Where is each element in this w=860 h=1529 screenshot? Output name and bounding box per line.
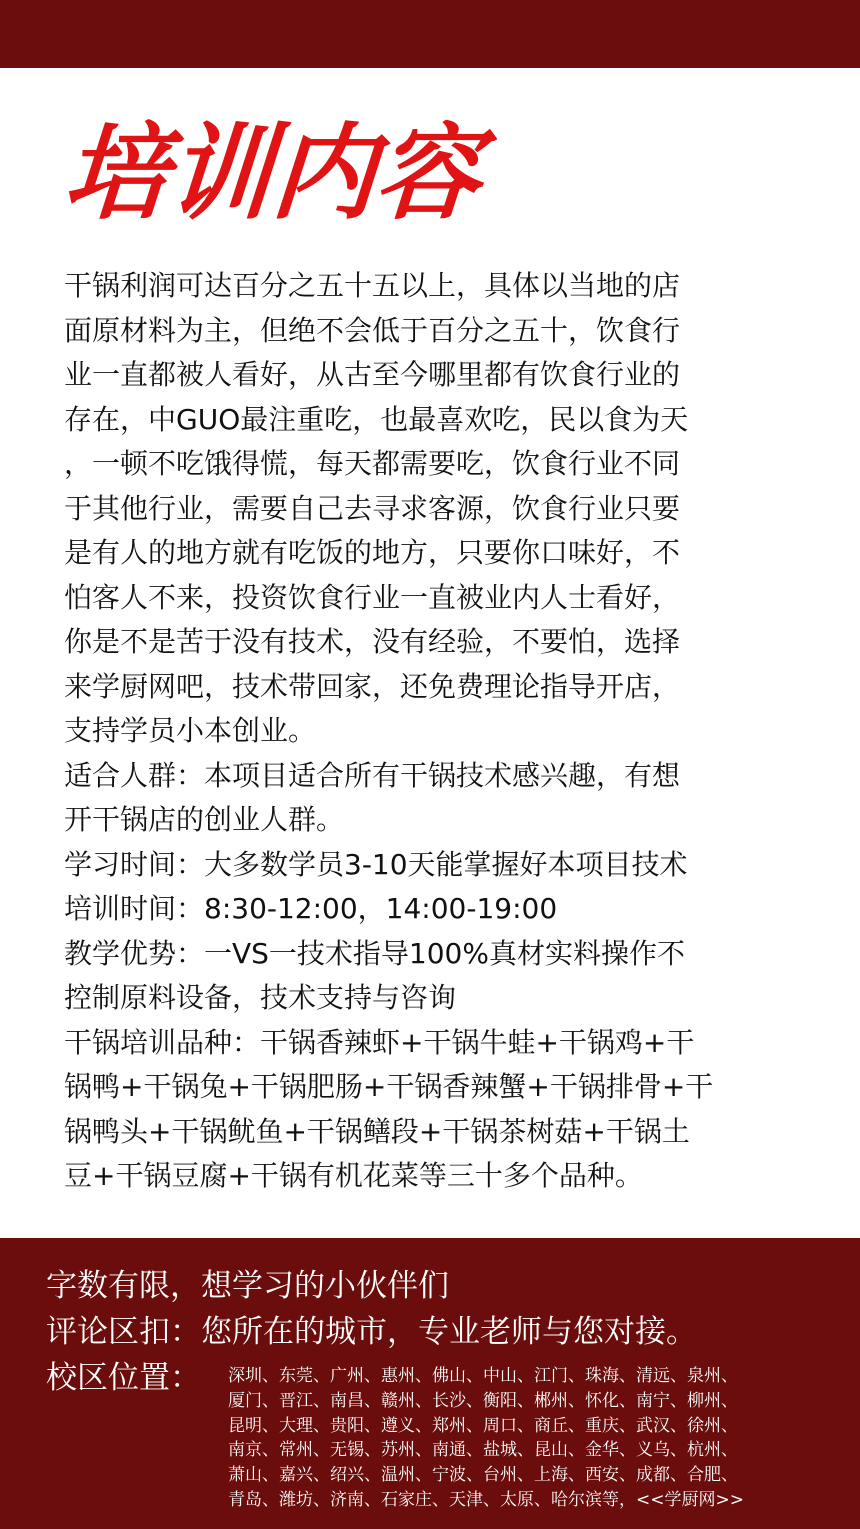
footer-line-2: 评论区扣：您所在的城市，专业老师与您对接。 [46, 1314, 697, 1350]
content-line: 于其他行业，需要自己去寻求客源，饮食行业只要 [64, 491, 681, 525]
varieties-line: 豆+干锅豆腐+干锅有机花菜等三十多个品种。 [64, 1159, 643, 1192]
teaching-advantage-line: 教学优势：一VS一技术指导100%真材实料操作不 [64, 936, 685, 970]
content-line: 面原材料为主，但绝不会低于百分之五十，饮食行 [64, 313, 681, 347]
campus-label: 校区位置： [46, 1360, 201, 1396]
campus-list-line: 南京、常州、无锡、苏州、南通、盐城、昆山、金华、义乌、杭州、 [228, 1440, 738, 1461]
campus-list-line: 厦门、晋江、南昌、赣州、长沙、衡阳、郴州、怀化、南宁、柳州、 [228, 1390, 738, 1411]
study-time-line: 学习时间：大多数学员3-10天能掌握好本项目技术 [64, 847, 688, 881]
content-line: 是有人的地方就有吃饭的地方，只要你口味好，不 [64, 536, 681, 569]
top-banner [0, 0, 860, 68]
campus-list-line: 昆明、大理、贵阳、遵义、郑州、周口、商丘、重庆、武汉、徐州、 [228, 1415, 738, 1436]
page-title: 培训内容 [59, 112, 485, 234]
content-line: 业一直都被人看好，从古至今哪里都有饮食行业的 [64, 358, 681, 391]
training-hours-line: 培训时间：8:30-12:00，14:00-19:00 [64, 892, 558, 925]
teaching-advantage-line: 控制原料设备，技术支持与咨询 [64, 981, 457, 1014]
campus-list [228, 1364, 828, 1513]
content-line: ，一顿不吃饿得慌，每天都需要吃，饮食行业不同 [64, 447, 681, 480]
varieties-line: 锅鸭头+干锅鱿鱼+干锅鳝段+干锅茶树菇+干锅土 [64, 1114, 690, 1148]
target-audience-line: 开干锅店的创业人群。 [64, 803, 345, 836]
footer-banner [0, 1238, 860, 1529]
target-audience-line: 适合人群：本项目适合所有干锅技术感兴趣，有想 [64, 758, 681, 792]
content-line: 你是不是苦于没有技术，没有经验，不要怕，选择 [64, 625, 681, 658]
content-line: 来学厨网吧，技术带回家，还免费理论指导开店， [64, 669, 681, 703]
varieties-line: 锅鸭+干锅兔+干锅肥肠+干锅香辣蟹+干锅排骨+干 [64, 1070, 714, 1103]
varieties-line: 干锅培训品种：干锅香辣虾+干锅牛蛙+干锅鸡+干 [64, 1025, 695, 1059]
footer-line-1: 字数有限，想学习的小伙伴们 [46, 1268, 449, 1304]
content-line: 怕客人不来，投资饮食行业一直被业内人士看好， [64, 580, 681, 614]
content-line: 干锅利润可达百分之五十五以上，具体以当地的店 [64, 269, 681, 302]
campus-list-line: 萧山、嘉兴、绍兴、温州、宁波、台州、上海、西安、成都、合肥、 [228, 1465, 738, 1486]
campus-list-line: 青岛、潍坊、济南、石家庄、天津、太原、哈尔滨等，<<学厨网>> [228, 1489, 744, 1510]
content-line: 存在，中GUO最注重吃，也最喜欢吃，民以食为天 [64, 402, 689, 436]
content-line: 支持学员小本创业。 [64, 714, 317, 747]
training-content [64, 264, 800, 1199]
campus-list-line: 深圳、东莞、广州、惠州、佛山、中山、江门、珠海、清远、泉州、 [228, 1366, 738, 1386]
